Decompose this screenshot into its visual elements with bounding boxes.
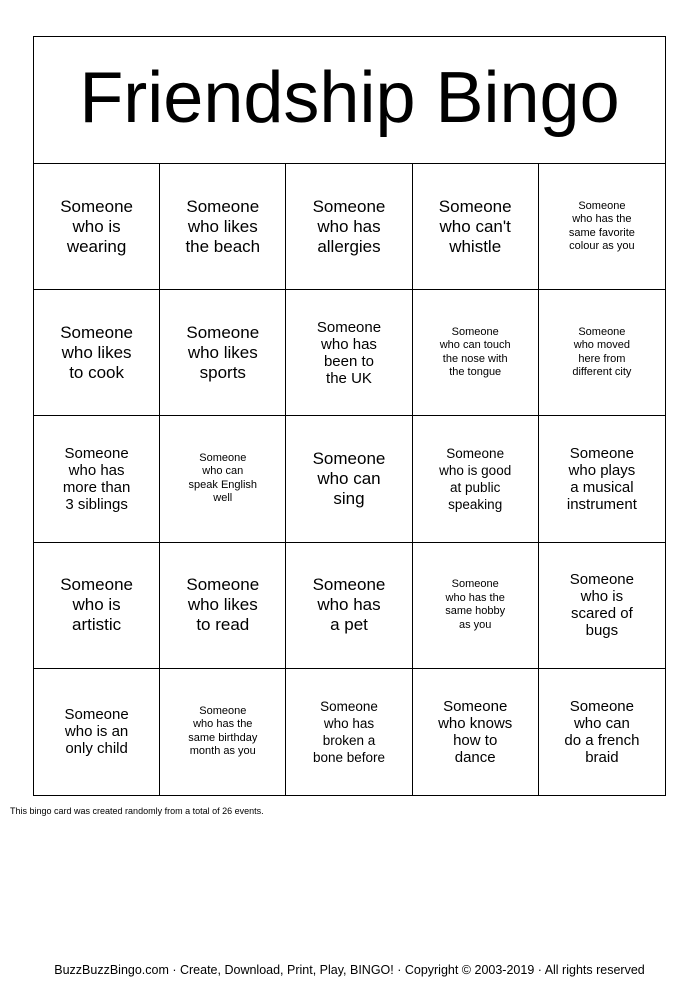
bingo-cell-text: Someone who is wearing — [60, 196, 133, 256]
bingo-cell-text: Someone who has the same favorite colour as you — [568, 199, 635, 253]
bingo-cell — [539, 669, 665, 795]
bingo-cell — [160, 416, 286, 542]
bingo-cell — [286, 164, 412, 290]
bingo-cell — [160, 290, 286, 416]
bingo-cell — [413, 669, 539, 795]
bingo-cell-text: Someone who can speak English well — [188, 451, 258, 505]
bingo-cell — [34, 669, 160, 795]
bingo-cell — [413, 164, 539, 290]
bingo-cell-text: Someone who can't whistle — [438, 196, 512, 256]
footer-text: BuzzBuzzBingo.com · Create, Download, Print, Play, BINGO! · Copyright © 2003-2019 · All rights reserved — [54, 963, 645, 977]
bingo-cell — [34, 290, 160, 416]
bingo-cell-text: Someone who can touch the nose with the tongue — [439, 325, 511, 379]
bingo-cell-text: Someone who is artistic — [60, 575, 133, 635]
bingo-cell — [539, 543, 665, 669]
bingo-cell-text: Someone who has been to the UK — [316, 318, 382, 387]
bingo-cell — [160, 669, 286, 795]
bingo-cell-text: Someone who likes to read — [186, 575, 260, 635]
bingo-cell — [286, 543, 412, 669]
bingo-cell-text: Someone who likes sports — [186, 322, 260, 382]
bingo-cell-text: Someone who knows how to dance — [438, 697, 513, 766]
bingo-cell — [539, 416, 665, 542]
card-title: Friendship Bingo — [79, 58, 620, 138]
bingo-cell-text: Someone who can do a french braid — [564, 697, 640, 766]
bingo-cell-text: Someone who plays a musical instrument — [566, 444, 637, 513]
bingo-cell-text: Someone who has the same birthday month as you — [188, 704, 258, 758]
bingo-cell — [160, 543, 286, 669]
bingo-cell-text: Someone who is an only child — [64, 706, 129, 758]
bingo-cell — [413, 290, 539, 416]
bingo-cell-text: Someone who moved here from different city — [572, 325, 632, 379]
bingo-cell-text: Someone who likes to cook — [60, 322, 133, 382]
bingo-cell — [34, 543, 160, 669]
bingo-cell — [539, 290, 665, 416]
bingo-cell — [286, 669, 412, 795]
bingo-cell — [34, 416, 160, 542]
bingo-cell-text: Someone who has more than 3 siblings — [62, 444, 131, 513]
card-note: This bingo card was created randomly from a total of 26 events. — [10, 806, 264, 816]
bingo-cell — [413, 543, 539, 669]
bingo-cell-text: Someone who is good at public speaking — [439, 445, 512, 512]
bingo-cell-text: Someone who is scared of bugs — [569, 571, 634, 640]
title-box — [34, 37, 665, 164]
bingo-cell-text: Someone who has allergies — [312, 196, 386, 256]
bingo-cell-text: Someone who likes the beach — [185, 196, 261, 256]
bingo-cell-text: Someone who has the same hobby as you — [445, 578, 506, 631]
bingo-grid — [34, 164, 665, 795]
bingo-cell — [286, 416, 412, 542]
bingo-cell-text: Someone who has a pet — [312, 575, 386, 635]
bingo-cell-text: Someone who has broken a bone before — [312, 698, 386, 765]
bingo-card — [33, 36, 666, 796]
bingo-cell — [539, 164, 665, 290]
bingo-cell-text: Someone who can sing — [312, 448, 386, 508]
bingo-cell — [34, 164, 160, 290]
bingo-cell — [286, 290, 412, 416]
bingo-cell — [413, 416, 539, 542]
bingo-cell — [160, 164, 286, 290]
